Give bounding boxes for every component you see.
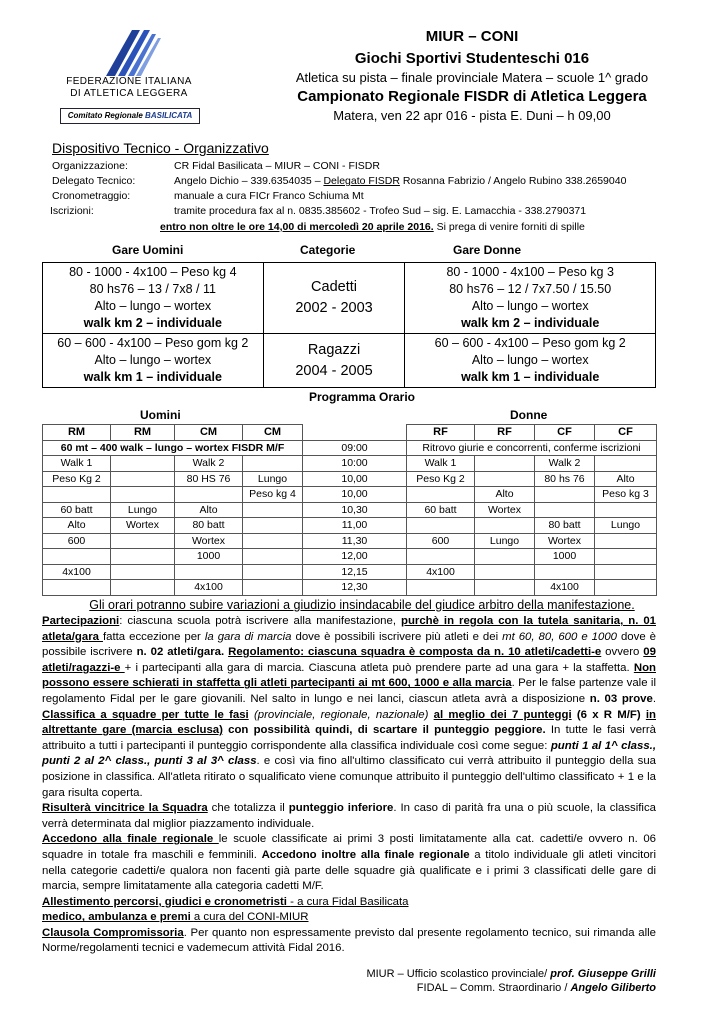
schedule-cell: Walk 1 (407, 456, 475, 472)
gara-line: 60 – 600 - 4x100 – Peso gom kg 2 (57, 336, 249, 350)
dispositivo-title: Dispositivo Tecnico - Organizzativo (52, 140, 269, 156)
t: . (652, 692, 657, 705)
firma-fidal (417, 982, 656, 994)
cadetti-uomini-cell (43, 263, 264, 334)
col-header: RM (43, 425, 111, 441)
gara-line: 80 hs76 – 13 / 7x8 / 11 (89, 282, 216, 296)
time-cell: 12,00 (303, 549, 407, 565)
t: n. 03 prove (589, 692, 653, 705)
schedule-cell (475, 580, 535, 596)
federazione-line1: FEDERAZIONE ITALIANA (66, 76, 192, 87)
t: che totalizza il (207, 802, 289, 815)
schedule-cell: Alto (595, 471, 657, 487)
t: Non possono essere schierati in staffetta gli atleti partecipanti ai mt 600, 1000 e alla marcia (42, 661, 656, 690)
gare-table (42, 262, 656, 388)
cadetti-category-cell (263, 263, 405, 334)
header-line3: Atletica su pista – finale provinciale Matera – scuole 1^ grado (295, 70, 649, 85)
time-cell: 12,30 (303, 580, 407, 596)
t: . Per quanto non espressamente previsto dal presente regolamento tecnico, sui rimanda alle Norme/regolamenti tecnici e vademecum attività Fidal 2016. (42, 926, 656, 955)
t: le scuole classificate ai primi 3 posti limitatamente alla cat. cadetti/e ovvero n. 06 squadre in totale fra maschili e femminili. (42, 833, 656, 861)
t: - a cura Fidal Basilicata (290, 895, 409, 908)
schedule-cell: 4x100 (175, 580, 243, 596)
schedule-cell (175, 487, 243, 503)
comitato-prefix: Comitato Regionale (67, 111, 143, 120)
ritrovo-cell: Ritrovo giurie e concorrenti, conferme iscrizioni (407, 440, 657, 456)
schedule-cell: Lungo (111, 502, 175, 518)
schedule-cell (595, 502, 657, 518)
t: ovvero (601, 646, 644, 659)
table-row (43, 502, 657, 518)
table-row (43, 471, 657, 487)
info-value: manuale a cura FICr Franco Schiuma Mt (174, 190, 364, 202)
table-row (43, 487, 657, 503)
t: prof. Giuseppe Grilli (550, 968, 656, 980)
schedule-cell: 1000 (175, 549, 243, 565)
time-cell: 10:00 (303, 456, 407, 472)
schedule-cell (475, 456, 535, 472)
schedule-cell (243, 549, 303, 565)
t: : ciascuna scuola potrà iscrivere alla manifestazione, (119, 615, 401, 627)
table-row (43, 456, 657, 472)
col-header: CM (175, 425, 243, 441)
info-row-delegato (52, 175, 627, 187)
t: Classifica a squadre per tutte le fasi (42, 708, 249, 721)
schedule-cell (43, 580, 111, 596)
schedule-cell: Alto (175, 502, 243, 518)
schedule-cell (475, 564, 535, 580)
gare-uomini-header: Gare Uomini (112, 243, 184, 257)
orari-note: Gli orari potranno subire variazioni a giudizio insindacabile del giudice arbitro della manifestazione. (89, 598, 635, 612)
t: Risulterà vincitrice la Squadra (42, 802, 208, 815)
time-cell: 10,30 (303, 502, 407, 518)
info-value: CR Fidal Basilicata – MIUR – CONI - FISDR (174, 160, 380, 172)
schedule-cell (111, 487, 175, 503)
schedule-cell (111, 549, 175, 565)
col-header: CF (535, 425, 595, 441)
info-row-cronometraggio (52, 190, 364, 202)
category-name: Ragazzi (307, 341, 361, 358)
schedule-cell (111, 564, 175, 580)
schedule-cell (475, 471, 535, 487)
time-cell: 11,30 (303, 533, 407, 549)
t: al meglio dei 7 punteggi (433, 708, 572, 721)
schedule-cell: 4x100 (43, 564, 111, 580)
schedule-cell (111, 533, 175, 549)
t: + i partecipanti alla gara di marcia. Ciascuna atleta può prendere parte ad una gara + la staffetta. (124, 661, 634, 674)
t: Clausola Compromissoria (42, 926, 184, 939)
t: con possibilità quindi, di scartare il punteggio peggiore. (222, 724, 546, 737)
schedule-cell: 80 hs 76 (535, 471, 595, 487)
table-row (43, 580, 657, 596)
schedule-cell (407, 487, 475, 503)
paragraph-finale (42, 832, 656, 894)
orario-header-row (43, 425, 657, 441)
paragraph-allestimento (42, 895, 656, 911)
gara-line: 60 – 600 - 4x100 – Peso gom kg 2 (434, 336, 626, 350)
gara-walk: walk km 2 – individuale (83, 316, 222, 330)
t: Accedono alla finale regionale (42, 833, 219, 846)
comitato-region: BASILICATA (145, 111, 193, 120)
category-name: Cadetti (311, 279, 357, 295)
schedule-cell (535, 487, 595, 503)
schedule-cell: 60 batt (43, 502, 111, 518)
paragraph-clausola (42, 926, 656, 957)
schedule-cell (111, 580, 175, 596)
gara-line: Alto – lungo – wortex (471, 299, 589, 313)
ragazzi-uomini-cell (43, 334, 264, 388)
t: punti 1 al 1^ class., punti 2 al 2^ class., punti 3 al 3^ class (42, 739, 656, 768)
info-value (174, 175, 626, 187)
schedule-cell (595, 456, 657, 472)
schedule-cell: Walk 2 (535, 456, 595, 472)
table-row (43, 549, 657, 565)
t: dove è possibili iscrivere più atleti e dei (291, 630, 503, 643)
gara-line: 80 hs76 – 12 / 7x7.50 / 15.50 (449, 282, 612, 296)
schedule-cell: Walk 2 (175, 456, 243, 472)
category-years: 2002 - 2003 (295, 300, 373, 316)
col-header: RM (111, 425, 175, 441)
schedule-cell (407, 580, 475, 596)
t: medico, ambulanza e premi (42, 911, 194, 924)
schedule-cell: 80 batt (175, 518, 243, 534)
schedule-cell: Peso Kg 2 (407, 471, 475, 487)
schedule-cell: Peso kg 3 (595, 487, 657, 503)
schedule-cell: Wortex (475, 502, 535, 518)
schedule-cell (407, 549, 475, 565)
header-line1: MIUR – CONI (425, 28, 519, 45)
col-header: RF (407, 425, 475, 441)
programma-donne: Donne (510, 408, 548, 422)
schedule-cell: 4x100 (535, 580, 595, 596)
schedule-cell: Lungo (595, 518, 657, 534)
schedule-cell: Alto (475, 487, 535, 503)
schedule-cell: Lungo (243, 471, 303, 487)
category-years: 2004 - 2005 (295, 362, 373, 379)
schedule-cell (535, 564, 595, 580)
t: . Per le false partenze vale il regolamento Fidal per le gare giovanili. Nel salto in lungo e nei lanci, ciascun atleta avrà a disposizione (42, 677, 656, 705)
comitato-badge (60, 108, 200, 124)
delegato-post: Rosanna Fabrizio / Angelo Rubino 338.2659040 (399, 175, 627, 187)
schedule-cell (243, 580, 303, 596)
time-header (303, 425, 407, 441)
gare-donne-header: Gare Donne (453, 243, 522, 257)
t: Accedono inoltre alla finale regionale (261, 848, 470, 861)
t: Partecipazioni (42, 615, 120, 627)
table-row-cadetti (43, 263, 656, 334)
info-label: Delegato Tecnico: (52, 175, 136, 187)
fisdr-banner: 60 mt – 400 walk – lungo – wortex FISDR M/F (43, 440, 303, 456)
programma-title: Programma Orario (308, 390, 416, 404)
schedule-cell: 4x100 (407, 564, 475, 580)
time-cell: 11,00 (303, 518, 407, 534)
t: (provinciale, regionale, nazionale) (248, 708, 434, 721)
firma-miur (366, 968, 656, 980)
t: Angelo Giliberto (570, 982, 656, 994)
schedule-cell (111, 456, 175, 472)
schedule-cell: Wortex (111, 518, 175, 534)
schedule-cell (243, 502, 303, 518)
time-cell: 10,00 (303, 471, 407, 487)
t: In tutte le fasi verrà attribuito a tutti i partecipanti il punteggio corrispondente alla classifica individuale così come segue: (42, 724, 656, 752)
schedule-cell: 1000 (535, 549, 595, 565)
schedule-cell (475, 549, 535, 565)
t: punteggio inferiore (288, 802, 394, 815)
ragazzi-donne-cell (405, 334, 656, 388)
col-header: CF (595, 425, 657, 441)
schedule-cell (243, 518, 303, 534)
categorie-header: Categorie (300, 243, 356, 257)
schedule-cell: Peso kg 4 (243, 487, 303, 503)
schedule-cell: Wortex (175, 533, 243, 549)
schedule-cell (535, 502, 595, 518)
t: (6 x R M/F) (571, 708, 646, 721)
time-cell: 12,15 (303, 564, 407, 580)
t: a cura del CONI-MIUR (193, 911, 309, 924)
table-row (43, 518, 657, 534)
info-label: Organizzazione: (52, 160, 128, 172)
ragazzi-category-cell (263, 334, 405, 388)
gara-line: 80 - 1000 - 4x100 – Peso kg 4 (69, 265, 237, 279)
t: mt 60, 80, 600 e 1000 (502, 630, 617, 643)
header-line2: Giochi Sportivi Studenteschi 016 (354, 50, 590, 67)
header-line5: Matera, ven 22 apr 016 - pista E. Duni – h 09,00 (333, 108, 611, 123)
gara-walk: walk km 1 – individuale (83, 370, 222, 384)
gara-line: 80 - 1000 - 4x100 – Peso kg 3 (446, 265, 614, 279)
t: FIDAL – Comm. Straordinario / (416, 982, 571, 994)
schedule-cell (243, 456, 303, 472)
t: MIUR – Ufficio scolastico provinciale/ (366, 968, 551, 980)
header-line4: Campionato Regionale FISDR di Atletica Leggera (297, 88, 647, 105)
schedule-cell (595, 549, 657, 565)
time-cell: 09:00 (303, 440, 407, 456)
schedule-cell: Wortex (535, 533, 595, 549)
programma-uomini: Uomini (140, 408, 181, 422)
t: dove è possibile iscrivere (42, 630, 656, 659)
schedule-cell (475, 518, 535, 534)
schedule-cell: 60 batt (407, 502, 475, 518)
paragraph-partecipazioni (42, 614, 656, 801)
schedule-cell (43, 487, 111, 503)
t: in altrettante gare (marcia esclusa) (42, 708, 656, 737)
table-row (43, 564, 657, 580)
info-row-organizzazione (52, 160, 380, 172)
t: purchè in regola con la tutela sanitaria, n. 01 atleta/gara (42, 615, 656, 643)
table-row (43, 533, 657, 549)
fidal-logo-icon (88, 26, 188, 78)
schedule-cell (175, 564, 243, 580)
schedule-cell (43, 549, 111, 565)
schedule-cell (595, 580, 657, 596)
deadline-bold: entro non oltre le ore 14,00 di mercoledì 20 aprile 2016. (160, 221, 434, 233)
info-label: Cronometraggio: (52, 190, 131, 202)
schedule-cell: 80 HS 76 (175, 471, 243, 487)
t: 09 atleti/ragazzi-e (42, 646, 656, 674)
t: . e così via fino all'ultimo classificato cui verrà attribuito il punteggio della sua posizione in classifica. All'atleta ritirato o squalificato viene comunque attribuito il punteggio dell'ultimo classificato + 1 e la gara risulta coperta. (42, 755, 656, 799)
schedule-cell: Alto (43, 518, 111, 534)
schedule-cell: 600 (43, 533, 111, 549)
t: la gara di marcia (204, 630, 292, 643)
cadetti-donne-cell (405, 263, 656, 334)
schedule-cell: Walk 1 (43, 456, 111, 472)
gara-line: Alto – lungo – wortex (94, 299, 212, 313)
t: . In caso di parità fra una o più scuole, la classifica verrà determinata dal miglior piazzamento individuale. (42, 802, 656, 830)
time-cell: 10,00 (303, 487, 407, 503)
t: Regolamento (228, 646, 301, 659)
deadline-rest: Si prega di venire forniti di spille (433, 221, 585, 233)
schedule-cell: Peso Kg 2 (43, 471, 111, 487)
schedule-cell (111, 471, 175, 487)
schedule-cell: Lungo (475, 533, 535, 549)
iscrizioni-deadline (160, 221, 585, 233)
paragraph-vincitrice (42, 801, 656, 832)
t: fatta eccezione per (102, 630, 205, 643)
schedule-cell: 600 (407, 533, 475, 549)
schedule-cell (243, 533, 303, 549)
gara-walk: walk km 1 – individuale (461, 370, 600, 384)
delegato-pre: Angelo Dichio – 339.6354035 – (174, 175, 324, 187)
orario-table (42, 424, 657, 596)
gara-line: Alto – lungo – wortex (94, 353, 212, 367)
paragraph-medico (42, 910, 656, 926)
schedule-cell: 80 batt (535, 518, 595, 534)
gara-line: Alto – lungo – wortex (471, 353, 589, 367)
info-label: Iscrizioni: (50, 205, 94, 217)
table-row (43, 440, 657, 456)
col-header: RF (475, 425, 535, 441)
col-header: CM (243, 425, 303, 441)
federazione-line2: DI ATLETICA LEGGERA (70, 88, 188, 99)
schedule-cell (595, 533, 657, 549)
t: : ciascuna squadra è composta da n. 10 atleti/cadetti-e (300, 646, 602, 659)
schedule-cell (407, 518, 475, 534)
delegato-fisdr: Delegato FISDR (323, 175, 400, 187)
info-value: tramite procedura fax al n. 0835.385602 - Trofeo Sud – sig. E. Lamacchia - 338.2790371 (174, 205, 587, 217)
table-row-ragazzi (43, 334, 656, 388)
schedule-cell (243, 564, 303, 580)
t: n. 02 atleti/gara. (136, 646, 225, 659)
t: a titolo individuale gli atleti vincitori nella categorie cadetti/e qualora non facenti già parte delle squadre già qualificate e i primi 3 classificati delle gare di marcia, sempre limitatamente alla categoria cadetti M/F. (42, 848, 657, 893)
gara-walk: walk km 2 – individuale (461, 316, 600, 330)
t: Allestimento percorsi, giudici e cronometristi (42, 895, 291, 908)
regolamento-body (42, 614, 656, 957)
schedule-cell (595, 564, 657, 580)
info-row-iscrizioni (50, 205, 587, 217)
